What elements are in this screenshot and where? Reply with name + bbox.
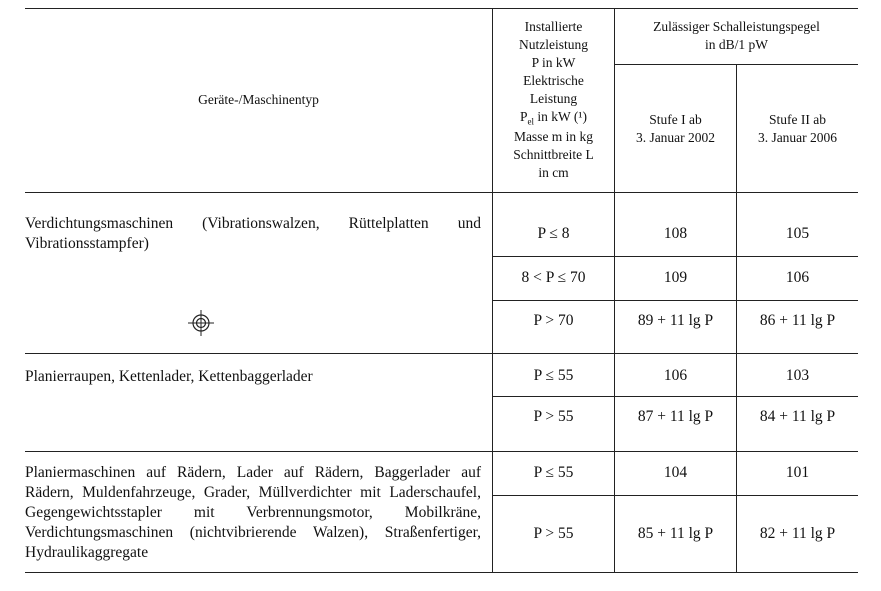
header-power-line: in cm — [538, 164, 569, 180]
header-stage-1-line: 3. Januar 2002 — [635, 129, 716, 145]
stage-2-cell: 106 — [785, 269, 810, 287]
power-cell: P > 70 — [533, 311, 574, 329]
stage-2-cell: 84 + 11 lg P — [759, 407, 836, 425]
crosshair-registration-icon — [188, 310, 214, 336]
stage-2-cell: 101 — [785, 464, 810, 482]
stage-1-cell: 106 — [663, 366, 688, 384]
pel-unit: in kW (¹) — [534, 108, 587, 124]
table-bottom-border — [25, 572, 858, 573]
pel-subscript: el — [527, 116, 535, 127]
machine-type-dozers: Planierraupen, Kettenlader, Kettenbaggerlader — [25, 368, 313, 385]
pel-symbol: P — [520, 108, 528, 124]
header-power-line: Schnittbreite L — [513, 146, 594, 162]
machine-type-wheeled: Planiermaschinen auf Rädern, Lader auf Rädern, Baggerlader auf Rädern, Muldenfahrzeuge, Grader, Müllverdichter mit Laderschaufel, Gegengewichtsstapler mit Verbrennungsmotor, Mobilkräne, Verdichtungsmaschinen (nichtvibrierende Walzen), Straßenfertiger, Hydraulikaggregate — [25, 464, 481, 561]
header-sound-level-line: in dB/1 pW — [705, 37, 768, 52]
power-cell: P ≤ 8 — [537, 224, 570, 242]
power-cell: 8 < P ≤ 70 — [521, 269, 586, 287]
header-power-line: Elektrische — [523, 72, 584, 88]
header-machine-type — [25, 8, 492, 192]
stage-2-cell: 82 + 11 lg P — [759, 524, 836, 542]
power-cell: P ≤ 55 — [533, 366, 574, 384]
header-power-line: P in kW — [531, 55, 576, 71]
header-power-line: Nutzleistung — [519, 37, 588, 53]
header-power-line: Masse m in kg — [513, 129, 594, 145]
header-stage-2-line: Stufe II ab — [769, 111, 826, 127]
machine-type-compaction: Verdichtungsmaschinen (Vibrationswalzen, Rüttelplatten und Vibrationsstampfer) — [25, 215, 481, 252]
header-bottom-border — [25, 192, 858, 193]
stage-1-cell: 87 + 11 lg P — [637, 407, 714, 425]
header-stage-1-line: Stufe I ab — [649, 111, 702, 127]
header-power-line-pel — [520, 108, 587, 129]
header-sound-level-line: Zulässiger Schalleistungspegel — [653, 19, 820, 35]
header-stage-2 — [737, 65, 858, 192]
header-stage-1 — [615, 65, 736, 192]
stage-1-cell: 89 + 11 lg P — [637, 311, 714, 329]
header-power-line: Installierte — [524, 19, 583, 35]
power-cell: P > 55 — [533, 524, 574, 542]
group-divider — [25, 353, 858, 354]
stage-1-cell: 108 — [663, 224, 688, 242]
power-cell: P > 55 — [533, 407, 574, 425]
stage-1-cell: 104 — [663, 464, 688, 482]
header-sound-level — [615, 8, 858, 64]
stage-2-cell: 105 — [785, 224, 810, 242]
header-stage-2-line: 3. Januar 2006 — [757, 129, 838, 145]
stage-2-cell: 103 — [785, 366, 810, 384]
stage-1-cell: 85 + 11 lg P — [637, 524, 714, 542]
stage-1-cell: 109 — [663, 269, 688, 287]
header-power — [493, 14, 614, 186]
stage-2-cell: 86 + 11 lg P — [759, 311, 836, 329]
header-machine-type-label: Geräte-/Maschinentyp — [198, 92, 319, 108]
header-power-line: Leistung — [529, 90, 578, 106]
power-cell: P ≤ 55 — [533, 464, 574, 482]
